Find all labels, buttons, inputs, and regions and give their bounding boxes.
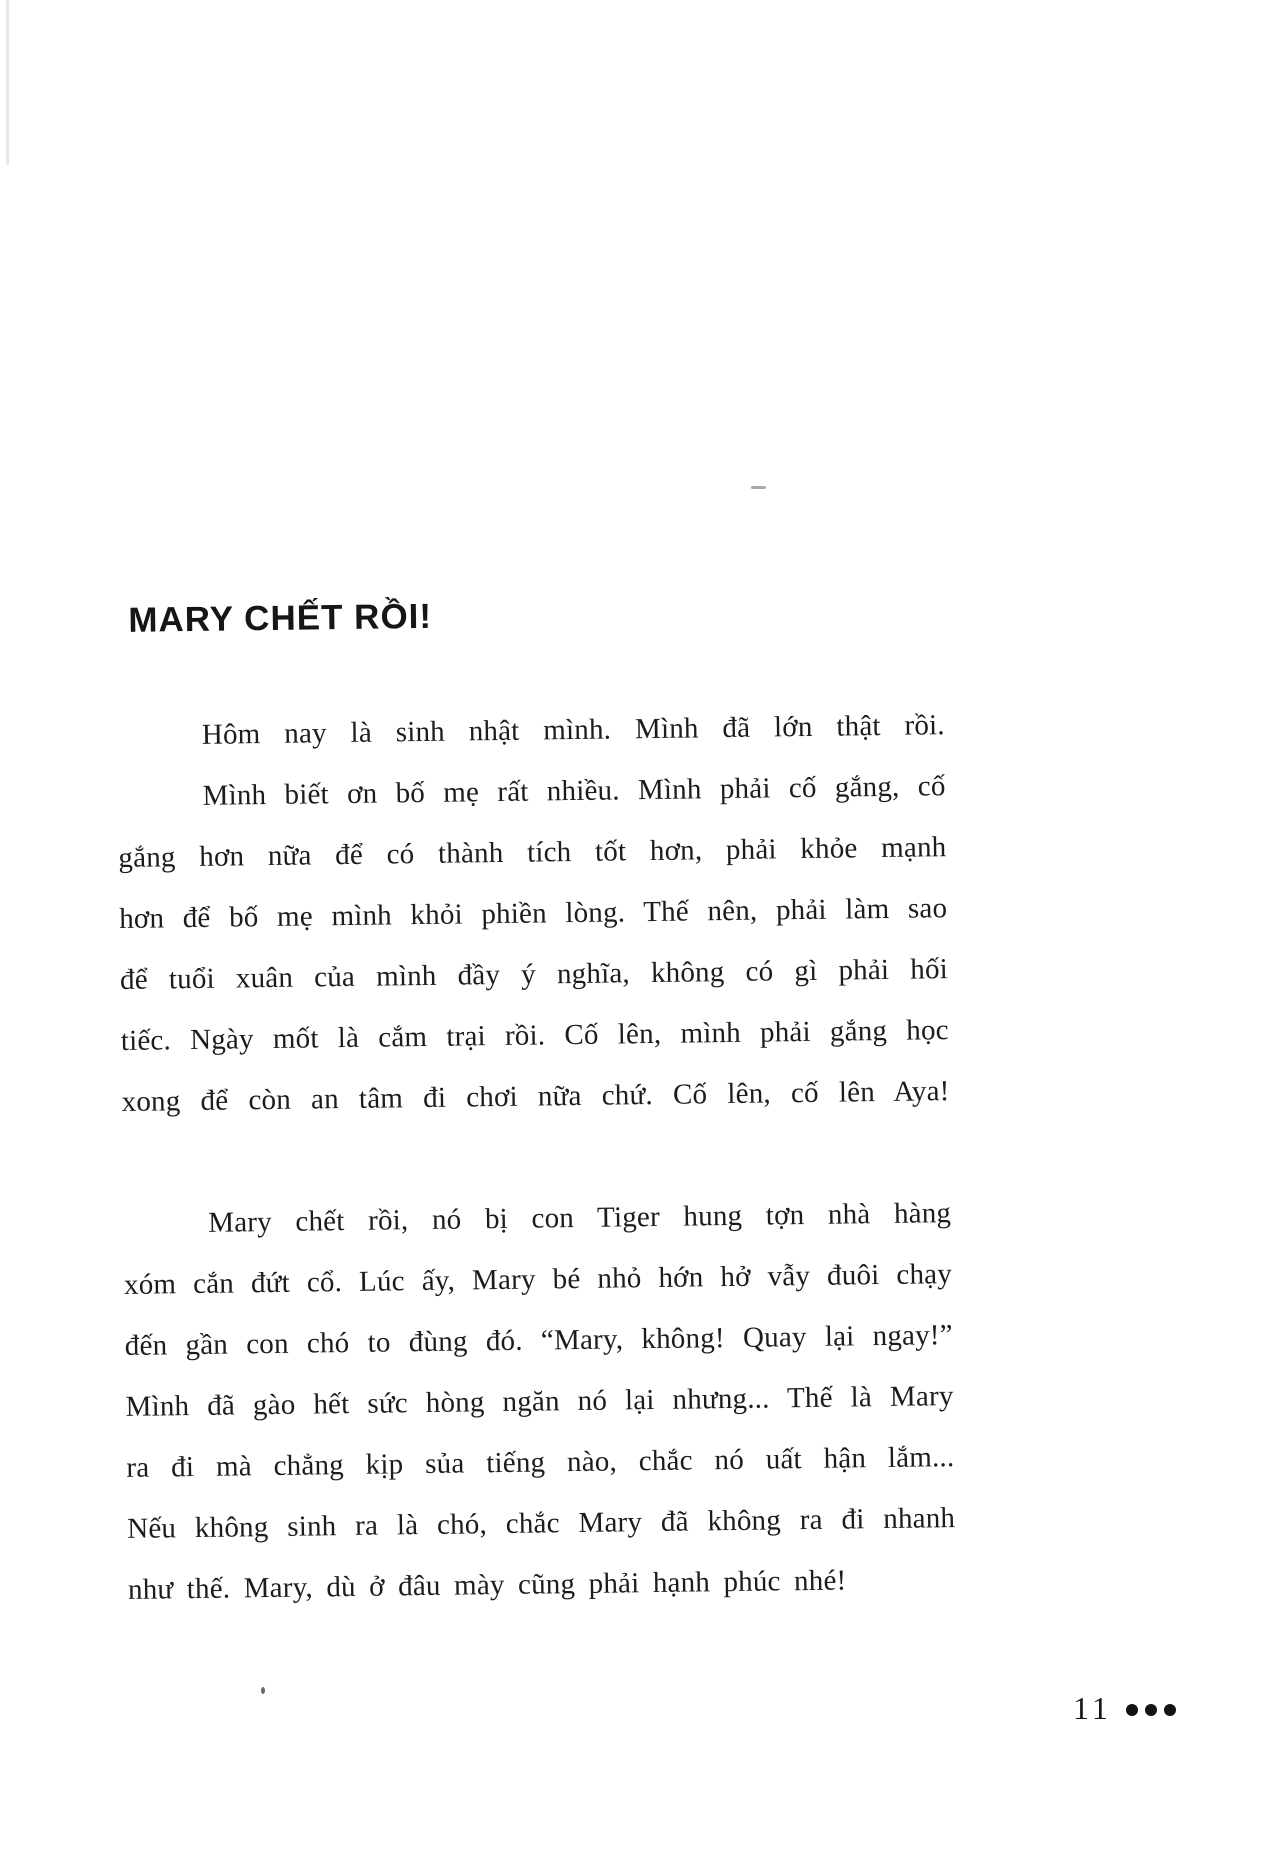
text-line: đến gần con chó to đùng đó. “Mary, không! Quay lại ngay!” <box>124 1319 953 1362</box>
text-line: ra đi mà chẳng kịp sủa tiếng nào, chắc nó uất hận lắm... <box>126 1441 955 1484</box>
page-footer <box>1073 1690 1176 1726</box>
text-line: hơn để bố mẹ mình khỏi phiền lòng. Thế nên, phải làm sao <box>119 892 948 935</box>
dot-icon <box>1145 1704 1157 1716</box>
text-line: Hôm nay là sinh nhật mình. Mình đã lớn thật rồi. <box>201 709 945 751</box>
page-title: MARY CHẾT RỒI! <box>128 596 433 640</box>
page-content <box>115 585 956 1621</box>
scan-artifact-dash <box>751 486 766 489</box>
page-number: 11 <box>1073 1690 1112 1726</box>
text-line: để tuổi xuân của mình đầy ý nghĩa, không có gì phải hối <box>119 953 949 996</box>
page-dots-icon <box>1126 1704 1176 1716</box>
scan-artifact-dot <box>261 1687 265 1694</box>
text-line: Mary chết rồi, nó bị con Tiger hung tợn nhà hàng <box>208 1197 952 1239</box>
text-line: tiếc. Ngày mốt là cắm trại rồi. Cố lên, mình phải gắng học <box>120 1014 949 1057</box>
paragraph <box>117 756 950 1133</box>
text-line: Mình biết ơn bố mẹ rất nhiều. Mình phải cố gắng, cố <box>202 770 946 812</box>
paragraph <box>116 695 945 767</box>
text-line: gắng hơn nữa để có thành tích tốt hơn, phải khỏe mạnh <box>118 831 947 874</box>
text-line: Nếu không sinh ra là chó, chắc Mary đã không ra đi nhanh <box>127 1502 956 1545</box>
scan-edge-streak <box>6 0 9 165</box>
paragraphs <box>116 695 956 1621</box>
paragraph <box>123 1183 957 1621</box>
dot-icon <box>1164 1704 1176 1716</box>
text-line: xong để còn an tâm đi chơi nữa chứ. Cố lên, cố lên Aya! <box>121 1075 950 1118</box>
text-line: xóm cắn đứt cổ. Lúc ấy, Mary bé nhỏ hớn hở vẫy đuôi chạy <box>123 1258 953 1301</box>
text-line: như thế. Mary, dù ở đâu mày cũng phải hạnh phúc nhé! <box>127 1564 847 1606</box>
text-line: Mình đã gào hết sức hòng ngăn nó lại nhưng... Thế là Mary <box>125 1380 954 1423</box>
dot-icon <box>1126 1704 1138 1716</box>
